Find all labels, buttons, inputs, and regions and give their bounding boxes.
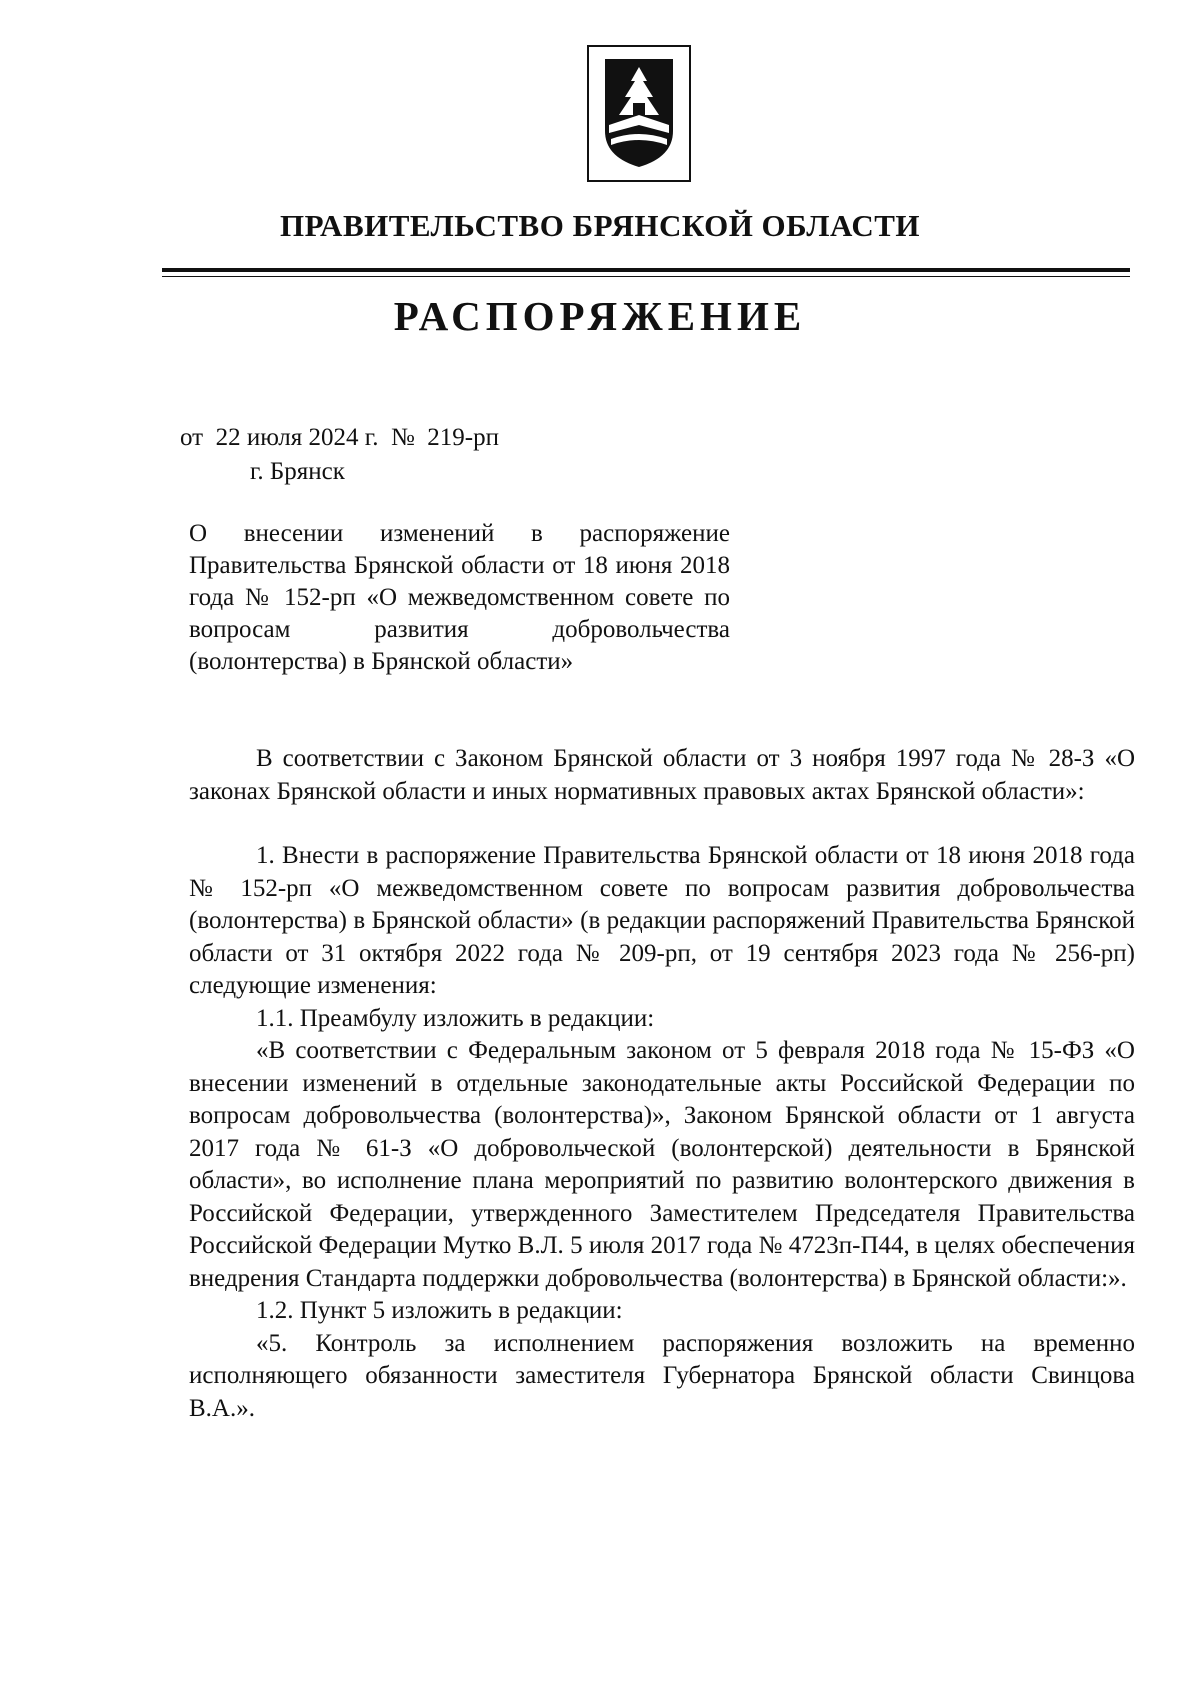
body-paragraph-1: 1. Внести в распоряжение Правительства Брянской области от 18 июня 2018 года № 152-рп «О межведомственном совете по вопросам развития добровольчества (волонтерства) в Брянской области» (в редакции распоряжений Правительства Брянской области от 31 октября 2022 года № 209-рп, от 19 сентября 2023 года № 256-рп) следующие изменения:: [189, 842, 1135, 999]
body-paragraph-1-1: 1.1. Преамбулу изложить в редакции:: [256, 1004, 655, 1032]
body-paragraph-1-1-text: «В соответствии с Федеральным законом от 5 февраля 2018 года № 15-ФЗ «О внесении изменений в отдельные законодательные акты Российской Федерации по вопросам добровольчества (волонтерства)», Законом Брянской области от 1 августа 2017 года № 61-З «О добровольческой (волонтерской) деятельности в Брянской области», во исполнение плана мероприятий по развитию волонтерского движения в Российской Федерации, утвержденного Заместителем Председателя Правительства Российской Федерации Мутко В.Л. 5 июля 2017 года № 4723п-П44, в целях обеспечения внедрения Стандарта поддержки добровольчества (волонтерства) в Брянской области:».: [189, 1037, 1135, 1292]
preamble-paragraph: В соответствии с Законом Брянской области от 3 ноября 1997 года № 28-З «О законах Брянской области и иных нормативных правовых актах Брянской области»:: [189, 745, 1135, 805]
document-body: [189, 743, 1135, 1425]
document-subject: [189, 518, 730, 678]
body-paragraph-1-2: 1.2. Пункт 5 изложить в редакции:: [256, 1297, 623, 1324]
subject-text: О внесении изменений в распоряжение Правительства Брянской области от 18 июня 2018 года № 152-рп «О межведомственном совете по вопросам развития добровольчества (волонтерства) в Брянской области»: [189, 520, 730, 675]
body-paragraph-1-2-text: «5. Контроль за исполнением распоряжения возложить на временно исполняющего обязанности заместителя Губернатора Брянской области Свинцова В.А.».: [189, 1329, 1135, 1422]
header-divider-thin: [162, 276, 1130, 277]
organization-title: ПРАВИТЕЛЬСТВО БРЯНСКОЙ ОБЛАСТИ: [279, 208, 921, 243]
document-date-number: от 22 июля 2024 г. № 219-рп: [180, 424, 499, 451]
document-type-title: РАСПОРЯЖЕНИЕ: [393, 293, 807, 339]
header-divider-thick: [162, 268, 1130, 272]
bryansk-coat-of-arms-icon: [587, 45, 691, 182]
document-city: г. Брянск: [250, 458, 345, 485]
